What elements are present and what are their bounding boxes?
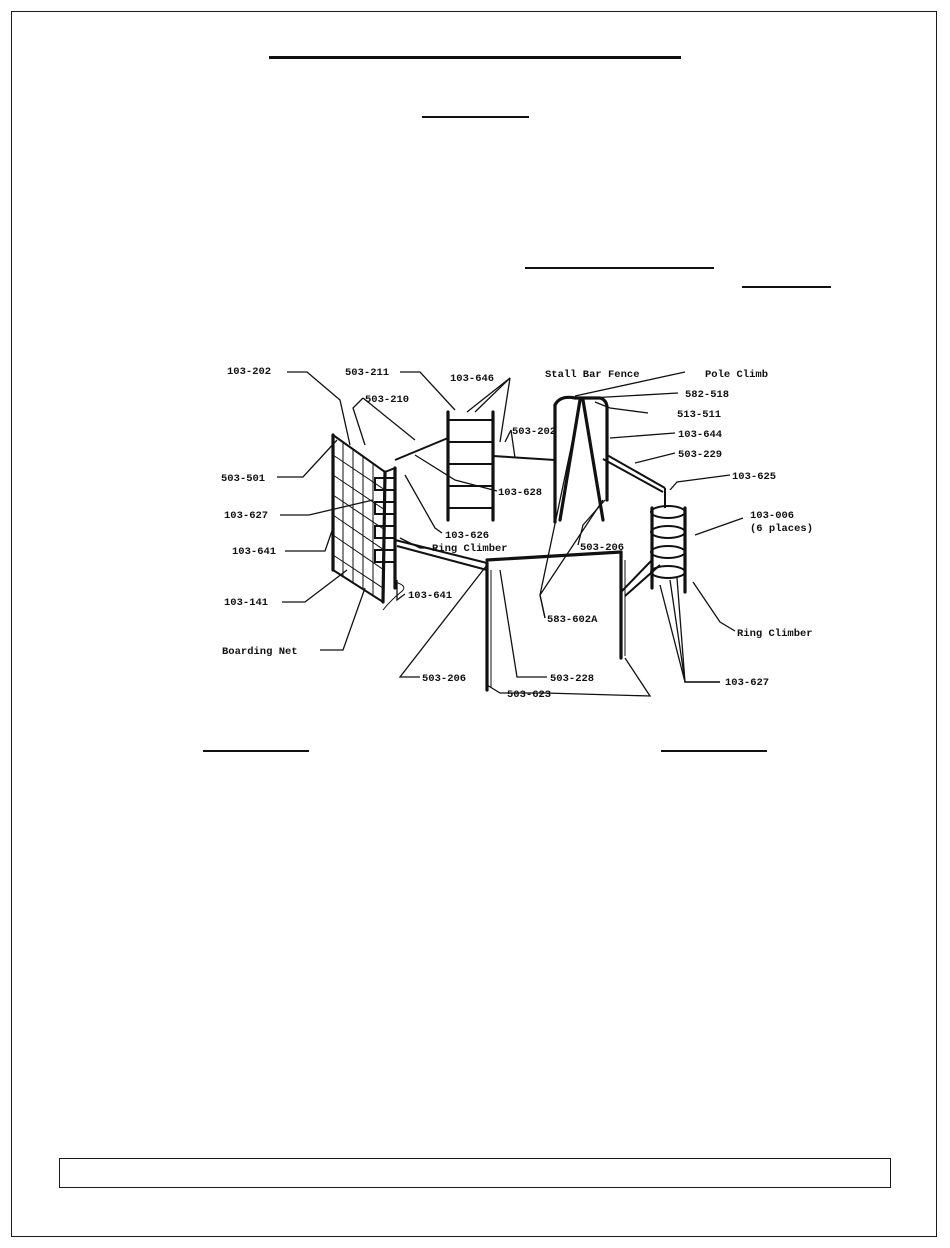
label-103-641-left: 103-641 — [232, 546, 277, 558]
structure-drawing — [333, 397, 685, 690]
body-link-rule-right — [742, 286, 831, 288]
label-503-210: 503-210 — [365, 394, 410, 406]
label-103-202: 103-202 — [227, 366, 272, 378]
leader-lines — [277, 372, 743, 696]
subtitle-rule — [422, 116, 529, 118]
label-503-623: 503-623 — [507, 689, 552, 701]
boarding-net-panel — [333, 435, 404, 610]
label-103-627-left: 103-627 — [224, 510, 269, 522]
diagram-labels — [221, 366, 813, 701]
label-503-206-top: 503-206 — [580, 542, 625, 554]
label-103-626: 103-626 — [445, 530, 490, 542]
label-ring-climber-right: Ring Climber — [737, 628, 813, 640]
label-103-141: 103-141 — [224, 597, 269, 609]
label-boarding-net: Boarding Net — [222, 646, 298, 658]
label-103-006: 103-006 — [750, 510, 795, 522]
label-103-644: 103-644 — [678, 429, 723, 441]
label-103-627-right: 103-627 — [725, 677, 770, 689]
title-rule — [269, 56, 681, 59]
label-stall-bar-fence: Stall Bar Fence — [545, 369, 640, 381]
label-503-211: 503-211 — [345, 367, 390, 379]
footer-box — [59, 1158, 891, 1188]
label-503-202: 503-202 — [512, 426, 557, 438]
label-513-511: 513-511 — [677, 409, 722, 421]
caption-rule-right — [661, 750, 767, 752]
playground-parts-diagram — [215, 360, 840, 705]
label-583-602a: 583-602A — [547, 614, 598, 626]
label-503-206-bottom: 503-206 — [422, 673, 467, 685]
label-582-518: 582-518 — [685, 389, 730, 401]
label-103-628: 103-628 — [498, 487, 543, 499]
label-103-646: 103-646 — [450, 373, 495, 385]
label-503-229: 503-229 — [678, 449, 723, 461]
label-103-641-mid: 103-641 — [408, 590, 453, 602]
body-link-rule — [525, 267, 714, 269]
label-six-places: (6 places) — [750, 523, 814, 535]
label-pole-climb: Pole Climb — [705, 369, 769, 381]
caption-rule-left — [203, 750, 309, 752]
label-503-228: 503-228 — [550, 673, 595, 685]
label-ring-climber-left: Ring Climber — [432, 543, 508, 555]
ring-climber-tower — [621, 488, 685, 596]
label-503-501: 503-501 — [221, 473, 266, 485]
label-103-625: 103-625 — [732, 471, 777, 483]
